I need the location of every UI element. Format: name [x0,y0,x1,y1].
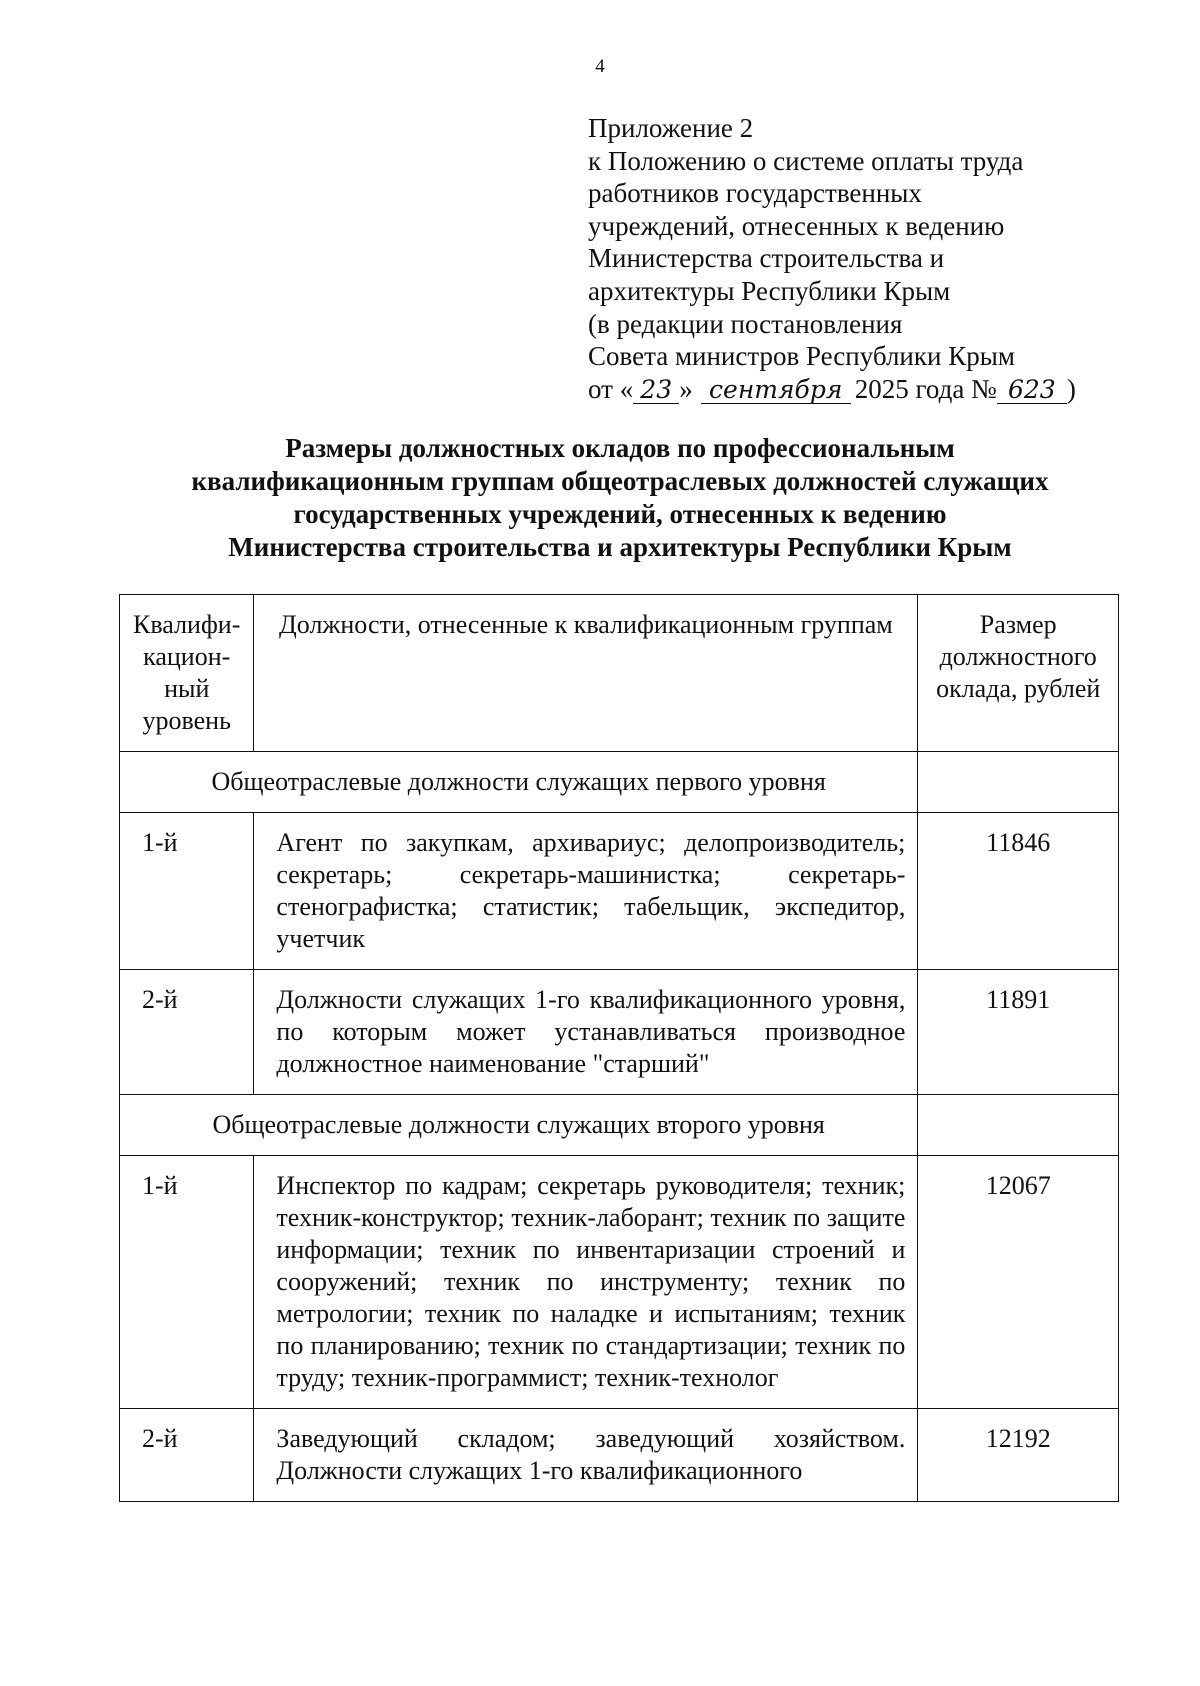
title-line: квалификационным группам общеотраслевых должностей служащих [191,466,1049,496]
row-positions: Инспектор по кадрам; секретарь руководителя; техник; техник-конструктор; техник-лаборант; техник по защите информации; техник по инвентаризации строений и сооружений; техник по инструменту; техник по метрологии; техник по наладке и испытаниям; техник по планированию; техник по стандартизации; техник по труду; техник-программист; техник-технолог [254,1156,918,1409]
header-level-line: кацион- [143,642,231,671]
handwritten-day: 23 [633,377,679,404]
header-level-line: уровень [142,706,231,735]
group-header-row [120,752,1119,813]
date-mid: » [679,373,693,404]
resolution-date-line [588,373,1148,406]
salary-table [119,594,1119,1502]
page-number: 4 [595,56,605,77]
row-salary: 12192 [918,1409,1119,1502]
header-salary-line: должностного [939,642,1097,671]
header-salary [918,595,1119,752]
date-year: 2025 года № [854,373,997,404]
appendix-line: Министерства строительства и [588,243,945,274]
header-salary-line: оклада, рублей [936,674,1101,703]
group-title: Общеотраслевые должности служащих второго уровня [120,1095,918,1156]
handwritten-month: сентября [701,377,851,404]
header-salary-line: Размер [979,610,1057,639]
appendix-line: (в редакции постановления [588,308,903,339]
title-line: государственных учреждений, отнесенных к ведению [293,499,947,529]
table-row [120,813,1119,970]
row-positions: Должности служащих 1-го квалификационного уровня, по которым может устанавливаться производное должностное наименование "старший" [254,970,918,1095]
header-level-line: ный [164,674,210,703]
table-row [120,970,1119,1095]
group-empty-cell [918,752,1119,813]
row-positions: Агент по закупкам, архивариус; делопроизводитель; секретарь; секретарь-машинистка; секретарь-стенографистка; статистик; табельщик, экспедитор, учетчик [254,813,918,970]
header-level [120,595,254,752]
appendix-line: работников государственных [588,178,922,209]
row-level: 2-й [120,970,254,1095]
table-row [120,1156,1119,1409]
title-line: Министерства строительства и архитектуры Республики Крым [228,532,1012,562]
row-positions: Заведующий складом; заведующий хозяйством. Должности служащих 1-го квалификационного [254,1409,918,1502]
date-prefix: от « [588,373,634,404]
row-level: 2-й [120,1409,254,1502]
table-header-row [120,595,1119,752]
group-title: Общеотраслевые должности служащих первого уровня [120,752,918,813]
appendix-block [588,112,1148,405]
row-salary: 11891 [918,970,1119,1095]
appendix-line: Приложение 2 [588,113,754,143]
row-level: 1-й [120,813,254,970]
appendix-line: учреждений, отнесенных к ведению [588,210,1005,241]
appendix-line: к Положению о системе оплаты труда [588,145,1024,176]
date-suffix: ) [1066,373,1076,404]
document-title [120,432,1120,564]
row-level: 1-й [120,1156,254,1409]
header-positions: Должности, отнесенные к квалификационным группам [254,595,918,752]
title-line: Размеры должностных окладов по профессиональным [285,433,955,463]
row-salary: 11846 [918,813,1119,970]
row-salary: 12067 [918,1156,1119,1409]
group-empty-cell [918,1095,1119,1156]
table-row [120,1409,1119,1502]
appendix-line: архитектуры Республики Крым [588,275,951,306]
header-level-line: Квалифи- [133,610,241,639]
handwritten-number: 623 [997,377,1067,404]
group-header-row [120,1095,1119,1156]
appendix-line: Совета министров Республики Крым [588,341,1015,372]
